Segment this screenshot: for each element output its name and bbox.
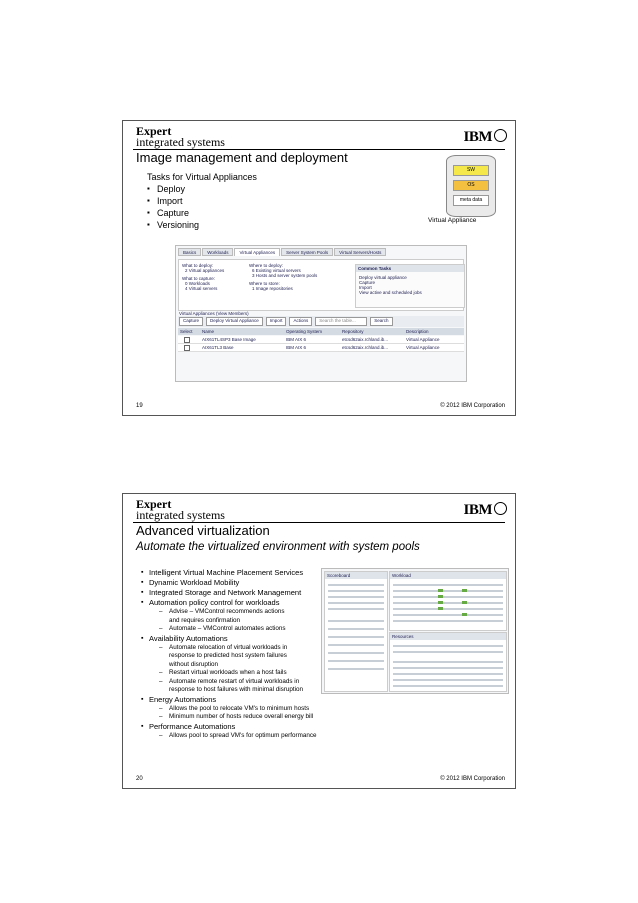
sub-bullet: – Automate – VMControl automates actions	[141, 625, 341, 634]
copyright: © 2012 IBM Corporation	[440, 403, 505, 409]
sub-bullet-cont: and requires confirmation	[169, 616, 241, 624]
actions-dropdown[interactable]: Actions	[289, 317, 312, 326]
table-row[interactable]	[178, 344, 464, 352]
row-repo: etcsd62aix.rchland.ib...	[342, 345, 389, 350]
tab-server-system-pools[interactable]: Server System Pools	[281, 248, 333, 256]
row-repo: etcsd62aix.rchland.ib...	[342, 337, 389, 342]
tasks-heading: Tasks for Virtual Appliances	[147, 172, 257, 182]
bullet: ▪ Availability Automations	[141, 634, 341, 644]
bullet: ▪ Dynamic Workload Mobility	[141, 578, 341, 588]
row-os: IBM AIX 6	[286, 345, 307, 350]
slide-20	[122, 493, 516, 789]
task-item: ▪ Versioning	[147, 219, 257, 231]
common-task-link[interactable]: Deploy virtual appliance	[359, 275, 407, 280]
sub-bullet-cont: response to host failures with minimal disruption	[169, 686, 304, 693]
workload-heading: Workload	[390, 572, 506, 579]
task-item: ▪ Capture	[147, 207, 257, 219]
sub-bullet: – Allows pool to spread VM's for optimum performance	[141, 732, 341, 741]
capture-link[interactable]: 4 Virtual servers	[185, 286, 218, 291]
deploy-heading: What to deploy:	[182, 263, 214, 268]
vmcontrol-screenshot	[175, 245, 467, 382]
ibm-logo: IBM	[464, 129, 508, 146]
where-deploy-link[interactable]: 3 Hosts and server system pools	[252, 273, 318, 278]
sw-layer: SW	[453, 165, 489, 176]
bullet: ▪ Performance Automations	[141, 722, 341, 732]
page-number: 19	[136, 403, 143, 409]
table-row[interactable]	[178, 336, 464, 344]
slide-title: Advanced virtualization	[136, 523, 270, 538]
workload-panel	[389, 571, 507, 631]
task-item: ▪ Import	[147, 195, 257, 207]
deploy-link[interactable]: 2 Virtual appliances	[185, 268, 225, 273]
slide-title: Image management and deployment	[136, 150, 348, 165]
deploy-button[interactable]: Deploy Virtual Appliance	[206, 317, 263, 326]
resources-heading: Resources	[390, 633, 506, 640]
copyright: © 2012 IBM Corporation	[440, 776, 505, 782]
scoreboard-heading: Scoreboard	[325, 572, 387, 579]
brand-logo	[136, 499, 225, 521]
sub-bullet-cont: response to predicted host system failures	[169, 652, 287, 659]
tab-basics[interactable]: Basics	[178, 248, 201, 256]
col-description[interactable]: Description	[406, 329, 429, 334]
tab-bar	[178, 248, 464, 256]
search-button[interactable]: Search	[370, 317, 392, 326]
sub-bullet: – Minimum number of hosts reduce overall energy bill	[141, 713, 341, 722]
system-pool-screenshot	[321, 568, 509, 694]
store-heading: Where to store:	[249, 281, 280, 286]
scoreboard-panel	[324, 571, 388, 692]
sub-bullet: – Advise – VMControl recommends actions	[141, 608, 341, 617]
slide-subtitle: Automate the virtualized environment with system pools	[136, 541, 420, 553]
where-deploy-link[interactable]: 6 Existing virtual servers	[252, 268, 301, 273]
row-desc: Virtual Appliance	[406, 337, 440, 342]
store-link[interactable]: 1 Image repositories	[252, 286, 293, 291]
search-input[interactable]: Search the table...	[315, 317, 367, 326]
col-os[interactable]: Operating System	[286, 329, 323, 334]
brand-line-1: Expert	[136, 124, 172, 138]
row-name[interactable]: AIX61TL3 Base	[202, 345, 234, 350]
brand-line-1: Expert	[136, 497, 172, 511]
brand-line-2: integrated systems	[136, 135, 225, 149]
row-desc: Virtual Appliance	[406, 345, 440, 350]
os-layer: OS	[453, 180, 489, 191]
tab-virtual-servers-hosts[interactable]: Virtual Servers/Hosts	[334, 248, 386, 256]
table-header	[178, 328, 464, 335]
globe-icon	[494, 502, 507, 515]
sub-bullet: – Automate remote restart of virtual workloads in	[141, 678, 341, 687]
import-button[interactable]: Import	[266, 317, 287, 326]
row-checkbox[interactable]	[184, 337, 190, 343]
task-item: ▪ Deploy	[147, 183, 257, 195]
common-task-link[interactable]: Import	[359, 285, 372, 290]
row-os: IBM AIX 6	[286, 337, 307, 342]
row-name[interactable]: AIX61TL4SP3 Base Image	[202, 337, 256, 342]
common-task-link[interactable]: View active and scheduled jobs	[359, 290, 422, 295]
sub-bullet: – Restart virtual workloads when a host fails	[141, 669, 341, 678]
tab-workloads[interactable]: Workloads	[202, 248, 233, 256]
common-task-link[interactable]: Capture	[359, 280, 376, 285]
col-select[interactable]: Select	[180, 329, 193, 334]
where-deploy-heading: Where to deploy:	[249, 263, 284, 268]
section-link[interactable]: Virtual Appliances (View Members)	[179, 311, 249, 316]
common-tasks-heading: Common Tasks	[356, 265, 464, 272]
bullet: ▪ Intelligent Virtual Machine Placement Services	[141, 568, 341, 578]
bullet: ▪ Integrated Storage and Network Management	[141, 588, 341, 598]
row-checkbox[interactable]	[184, 345, 190, 351]
sub-bullet: – Allows the pool to relocate VM's to minimum hosts	[141, 705, 341, 714]
appliance-caption: Virtual Appliance	[428, 217, 477, 224]
bullet-list	[141, 568, 341, 740]
tab-virtual-appliances[interactable]: Virtual Appliances	[234, 248, 280, 256]
capture-heading: What to capture:	[182, 276, 216, 281]
slide-19	[122, 120, 516, 416]
common-tasks-box	[355, 264, 465, 308]
globe-icon	[494, 129, 507, 142]
capture-link[interactable]: 0 Workloads	[185, 281, 210, 286]
brand-logo	[136, 126, 225, 148]
virtual-appliance-diagram	[446, 155, 496, 217]
sub-bullet-cont: without disruption	[169, 660, 219, 668]
sub-bullet: – Automate relocation of virtual workloads in	[141, 644, 341, 653]
page-number: 20	[136, 776, 143, 782]
meta-layer: meta data	[453, 195, 489, 206]
table-toolbar	[178, 316, 464, 327]
resources-panel	[389, 632, 507, 692]
task-list	[147, 171, 257, 231]
bullet: ▪ Automation policy control for workloads	[141, 598, 341, 608]
col-repository[interactable]: Repository	[342, 329, 364, 334]
bullet: ▪ Energy Automations	[141, 695, 341, 705]
brand-line-2: integrated systems	[136, 508, 225, 522]
capture-button[interactable]: Capture	[179, 317, 203, 326]
summary-panel	[178, 259, 464, 311]
ibm-logo: IBM	[464, 502, 508, 519]
col-name[interactable]: Name	[202, 329, 215, 334]
